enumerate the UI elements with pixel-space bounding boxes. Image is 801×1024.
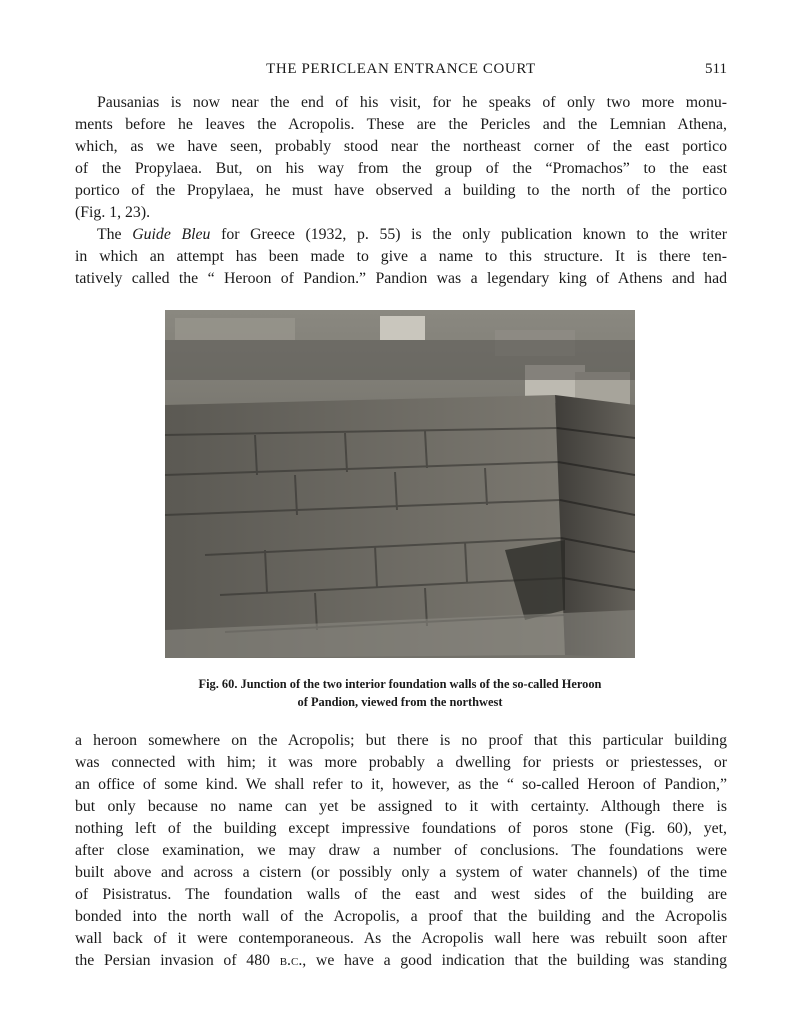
paragraph-2 <box>75 224 727 290</box>
text-line: ments before he leaves the Acropolis. These are the Pericles and the Lemnian Athena, <box>75 116 727 133</box>
text-line: the Persian invasion of 480 b.c., we have a good indication that the building was standing <box>75 952 727 969</box>
paragraph-1 <box>75 92 727 224</box>
guide-bleu-title: Guide Bleu <box>132 226 211 243</box>
text-line: an office of some kind. We shall refer to it, however, as the “ so-called Heroon of Pandion,” <box>75 776 727 793</box>
running-title: THE PERICLEAN ENTRANCE COURT <box>266 61 536 77</box>
text-line: wall back of it were contemporaneous. As the Acropolis wall here was rebuilt soon after <box>75 930 727 947</box>
text-line: nothing left of the building except impressive foundations of poros stone (Fig. 60), yet, <box>75 820 727 837</box>
text-line: which, as we have seen, probably stood near the northeast corner of the east portico <box>75 138 727 155</box>
figure-caption <box>150 675 650 711</box>
text-line: bonded into the north wall of the Acropolis, a proof that the building and the Acropolis <box>75 908 727 925</box>
figure-photograph <box>165 310 635 658</box>
text-line: The Guide Bleu for Greece (1932, p. 55) is the only publication known to the writer <box>97 226 727 243</box>
running-header <box>75 58 727 82</box>
text-line: built above and across a cistern (or possibly only a system of water channels) of the time <box>75 864 727 881</box>
text-line: Pausanias is now near the end of his visit, for he speaks of only two more monu- <box>97 94 727 111</box>
text-line: but only because no name can yet be assigned to it with certainty. Although there is <box>75 798 727 815</box>
text-line: tatively called the “ Heroon of Pandion.” Pandion was a legendary king of Athens and had <box>75 270 727 287</box>
caption-line: Fig. 60. Junction of the two interior foundation walls of the so-called Heroon <box>198 677 602 691</box>
page-number: 511 <box>705 61 727 77</box>
text-line: in which an attempt has been made to give a name to this structure. It is there ten- <box>75 248 727 265</box>
text-line: after close examination, we may draw a number of conclusions. The foundations were <box>75 842 727 859</box>
text-line: (Fig. 1, 23). <box>75 204 151 221</box>
text-line: was connected with him; it was more probably a dwelling for priests or priestesses, or <box>75 754 727 771</box>
caption-line: of Pandion, viewed from the northwest <box>297 695 503 709</box>
era-abbreviation: b.c. <box>279 952 303 969</box>
text-line: a heroon somewhere on the Acropolis; but there is no proof that this particular building <box>75 732 727 749</box>
text-line: of the Propylaea. But, on his way from the group of the “Promachos” to the east <box>75 160 727 177</box>
text-line: of Pisistratus. The foundation walls of the east and west sides of the building are <box>75 886 727 903</box>
paragraph-3 <box>75 730 727 972</box>
text-line: portico of the Propylaea, he must have observed a building to the north of the portico <box>75 182 727 199</box>
